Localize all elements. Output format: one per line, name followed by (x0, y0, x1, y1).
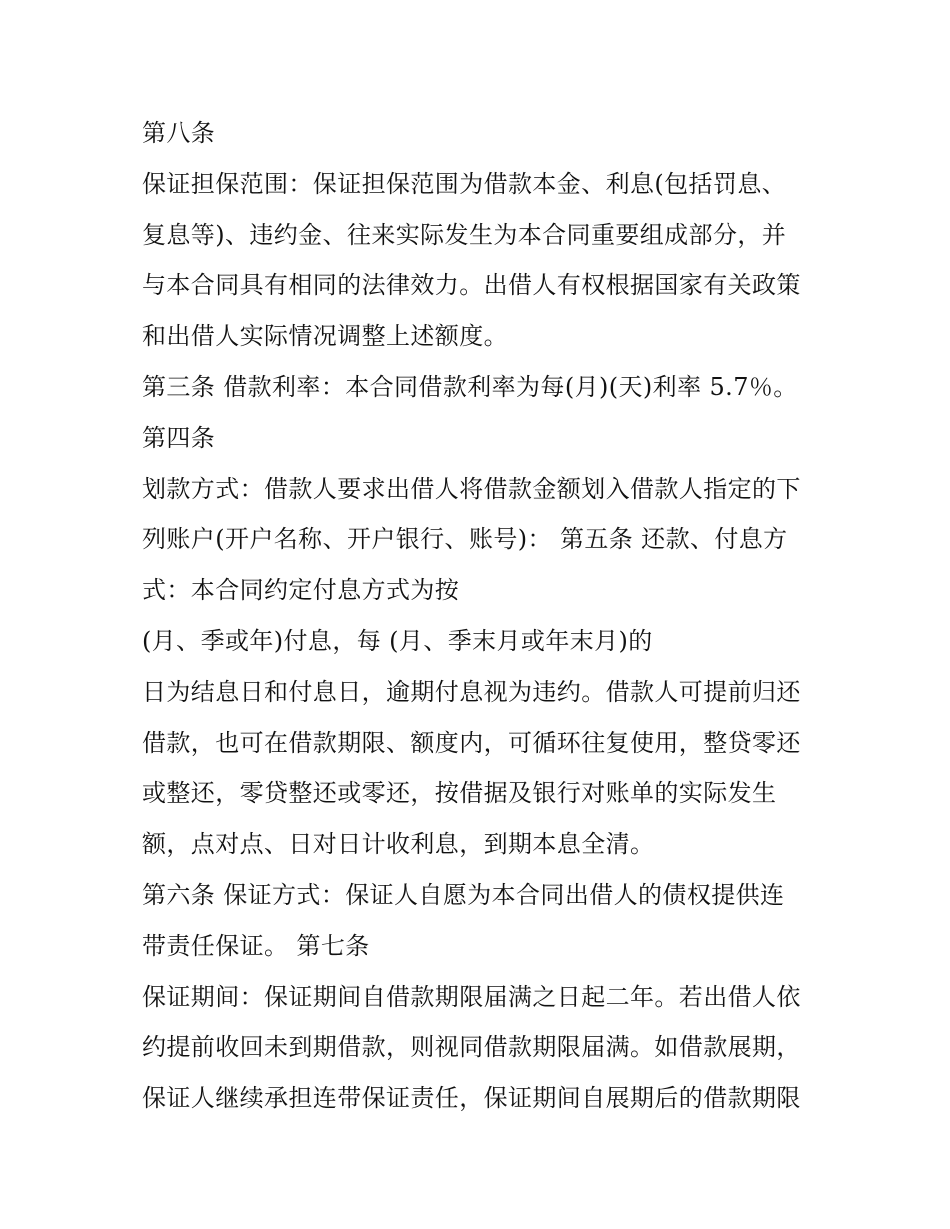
heading-article-8: 第八条 (142, 119, 216, 147)
text-line: 列账户(开户名称、开户银行、账号)： 第五条 还款、付息方 (142, 525, 788, 554)
article-3-interest-rate: 第三条 借款利率：本合同借款利率为每(月)(天)利率 5.7％。 (142, 372, 798, 401)
text-line: (月、季或年)付息，每 (月、季末月或年末月)的 (142, 626, 653, 655)
text-line: 额，点对点、日对日计收利息，到期本息全清。 (142, 830, 655, 859)
heading-article-4: 第四条 (142, 423, 216, 452)
text-line: 与本合同具有相同的法律效力。出借人有权根据国家有关政策 (142, 271, 801, 300)
article-6-guarantee-method: 第六条 保证方式：保证人自愿为本合同出借人的债权提供连 (142, 880, 785, 909)
text-line: 和出借人实际情况调整上述额度。 (142, 322, 508, 351)
text-line: 保证人继续承担连带保证责任，保证期间自展期后的借款期限 (142, 1084, 801, 1113)
text-line: 带责任保证。 第七条 (142, 931, 370, 960)
text-line: 划款方式：借款人要求出借人将借款金额划入借款人指定的下 (142, 474, 801, 503)
text-line: 借款，也可在借款期限、额度内，可循环往复使用，整贷零还 (142, 728, 801, 757)
text-line: 式：本合同约定付息方式为按 (142, 576, 460, 605)
text-line: 或整还，零贷整还或零还，按借据及银行对账单的实际发生 (142, 779, 777, 808)
text-line: 日为结息日和付息日，逾期付息视为违约。借款人可提前归还 (142, 677, 801, 706)
document-body (142, 108, 822, 1124)
text-line: 约提前收回未到期借款，则视同借款期限届满。如借款展期， (142, 1033, 801, 1062)
text-line: 复息等)、违约金、往来实际发生为本合同重要组成部分，并 (142, 220, 787, 249)
text-line: 保证担保范围：保证担保范围为借款本金、利息(包括罚息、 (142, 169, 787, 198)
text-line: 保证期间：保证期间自借款期限届满之日起二年。若出借人依 (142, 982, 801, 1011)
